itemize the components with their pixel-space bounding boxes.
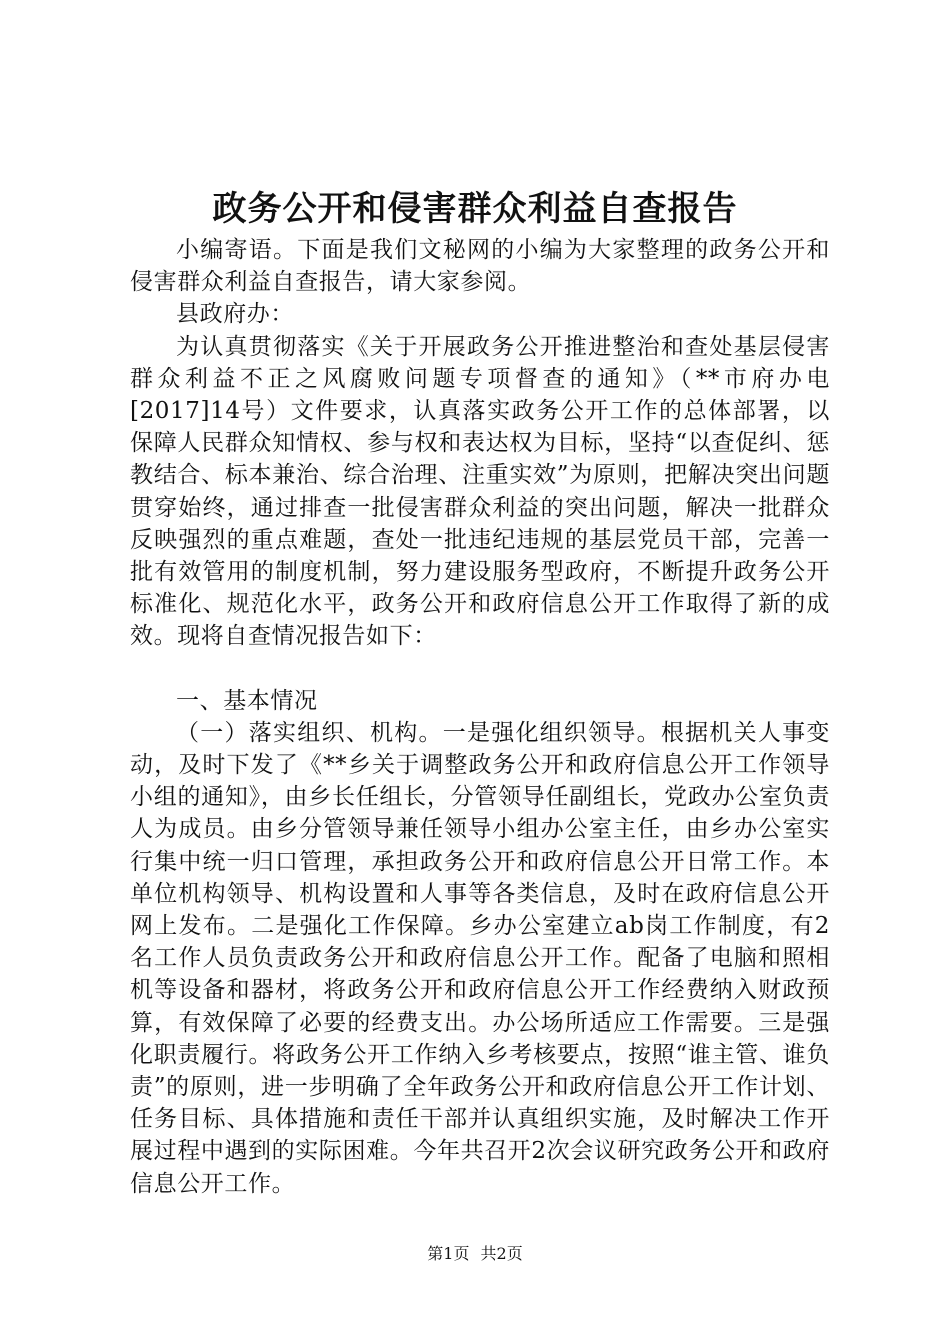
salutation-paragraph: 县政府办： [176,301,294,328]
document-title: 政务公开和侵害群众利益自查报告 [212,189,738,229]
body-paragraph-1: 为认真贯彻落实《关于开展政务公开推进整治和查处基层侵害群众利益不正之风腐败问题专项督查的通知》（**市府办电[2017]14号）文件要求，认真落实政务公开工作的总体部署，以保障人民群众知情权、参与权和表达权为目标，坚持“以查促纠、惩教结合、标本兼治、综合治理、注重实效”为原则，把解决突出问题贯穿始终，通过排查一批侵害群众利益的突出问题，解决一批群众反映强烈的重点难题，查处一批违纪违规的基层党员干部，完善一批有效管用的制度机制，努力建设服务型政府，不断提升政务公开标准化、规范化水平，政务公开和政府信息公开工作取得了新的成效。现将自查情况报告如下： [130,333,830,650]
intro-paragraph: 小编寄语。下面是我们文秘网的小编为大家整理的政务公开和侵害群众利益自查报告，请大家参阅。 [130,237,830,296]
page-number-current: 第1页 [427,1244,470,1263]
document-body [130,234,830,1200]
body-paragraph-2: （一）落实组织、机构。一是强化组织领导。根据机关人事变动，及时下发了《**乡关于调整政务公开和政府信息公开工作领导小组的通知》，由乡长任组长，分管领导任副组长，党政办公室负责人为成员。由乡分管领导兼任领导小组办公室主任，由乡办公室实行集中统一归口管理，承担政务公开和政府信息公开日常工作。本单位机构领导、机构设置和人事等各类信息，及时在政府信息公开网上发布。二是强化工作保障。乡办公室建立ab岗工作制度，有2名工作人员负责政务公开和政府信息公开工作。配备了电脑和照相机等设备和器材，将政务公开和政府信息公开工作经费纳入财政预算，有效保障了必要的经费支出。办公场所适应工作需要。三是强化职责履行。将政务公开工作纳入乡考核要点，按照“谁主管、谁负责”的原则，进一步明确了全年政务公开和政府信息公开工作计划、任务目标、具体措施和责任干部并认真组织实施，及时解决工作开展过程中遇到的实际困难。今年共召开2次会议研究政务公开和政府信息公开工作。 [130,719,830,1197]
section-heading-basic-situation: 一、基本情况 [176,687,318,714]
page-footer [0,1244,950,1264]
page-number-total: 共2页 [480,1244,523,1263]
